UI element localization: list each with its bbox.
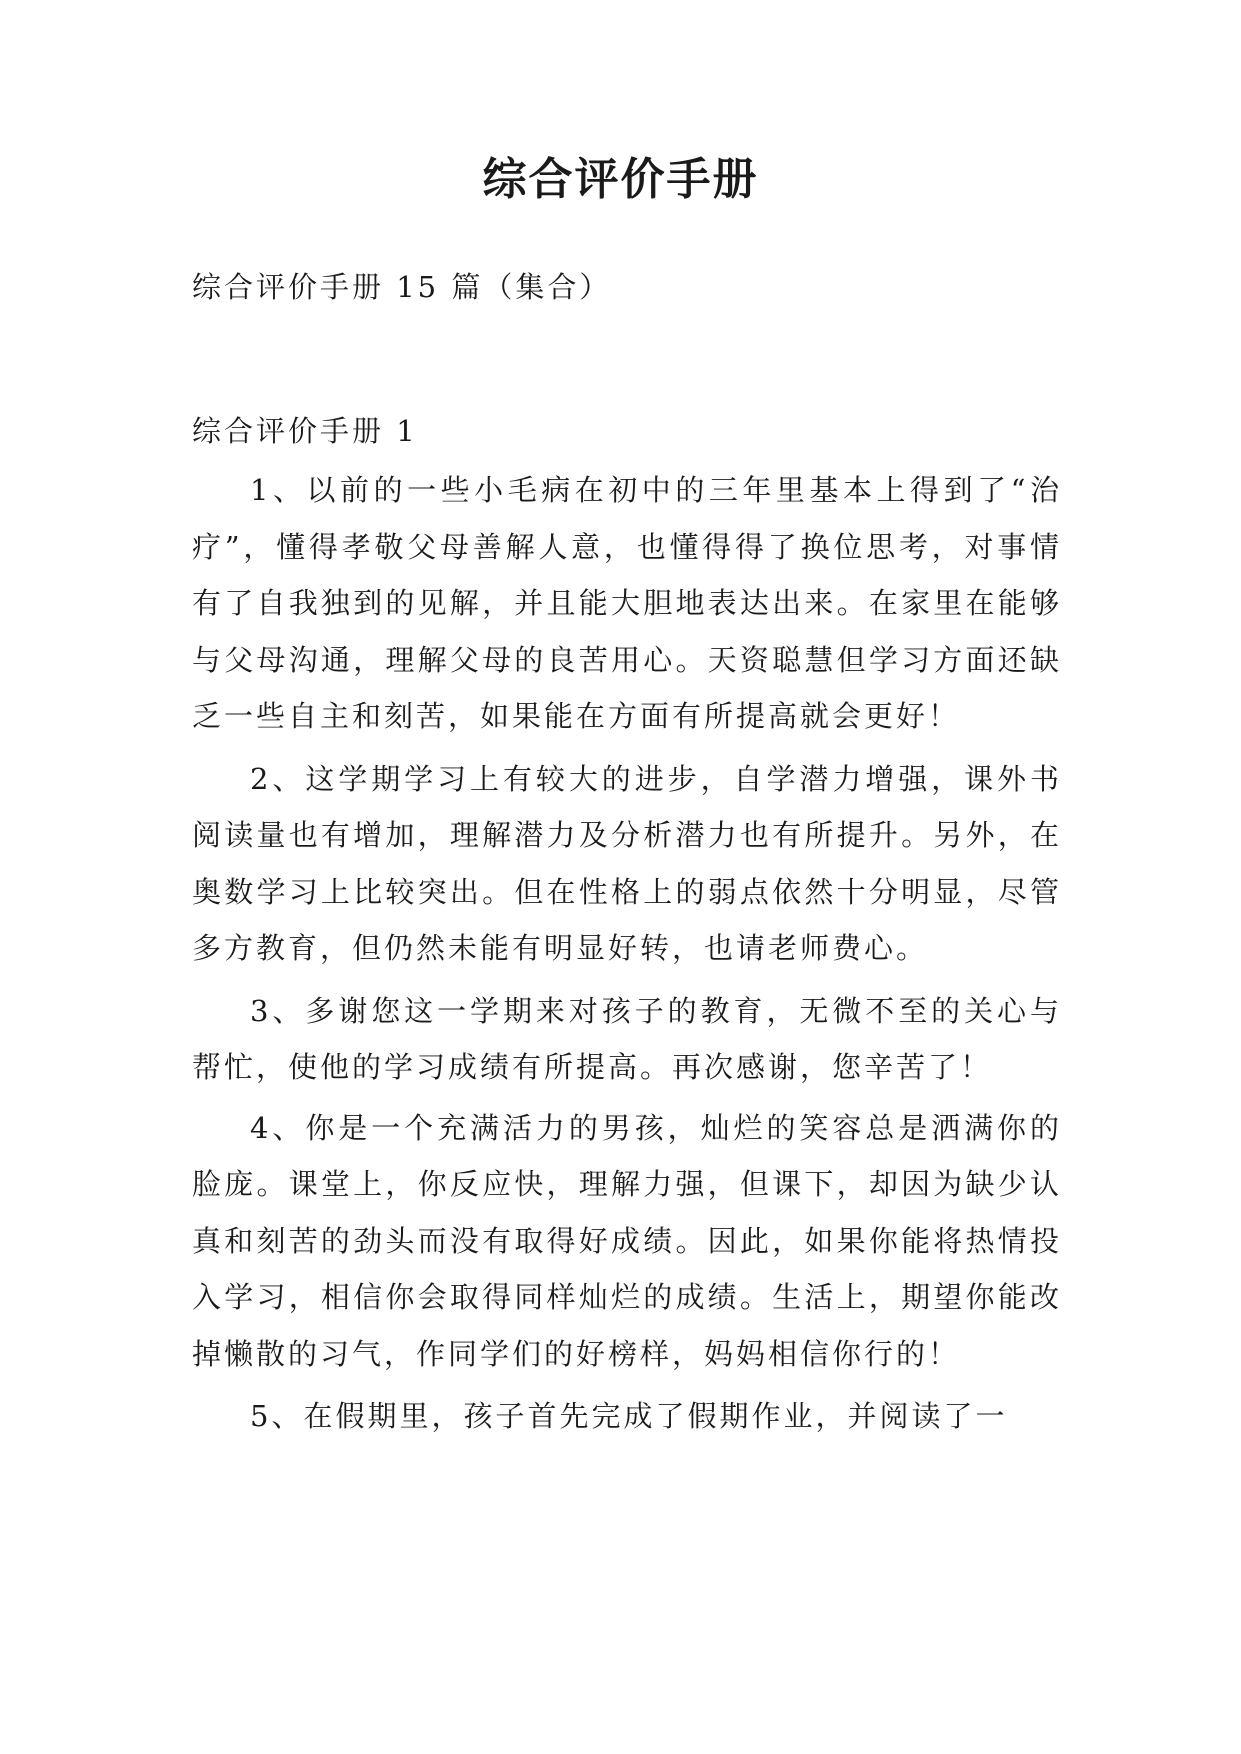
document-subtitle: 综合评价手册 15 篇（集合） <box>192 270 612 304</box>
paragraph: 4、你是一个充满活力的男孩，灿烂的笑容总是洒满你的脸庞。课堂上，你反应快，理解力强，但课下，却因为缺少认真和刻苦的劲头而没有取得好成绩。因此，如果你能将热情投入学习，相信你会取得同样灿烂的成绩。生活上，期望你能改掉懒散的习气，作同学们的好榜样，妈妈相信你行的！ <box>192 1110 1062 1371</box>
paragraph: 3、多谢您这一学期来对孩子的教育，无微不至的关心与帮忙，使他的学习成绩有所提高。再次感谢，您辛苦了！ <box>192 993 1062 1084</box>
paragraph: 5、在假期里，孩子首先完成了假期作业，并阅读了一 <box>250 1399 1008 1433</box>
document-title: 综合评价手册 <box>482 154 759 205</box>
section-heading: 综合评价手册 1 <box>192 414 418 448</box>
paragraph: 2、这学期学习上有较大的进步，自学潜力增强，课外书阅读量也有增加，理解潜力及分析潜力也有所提升。另外，在奥数学习上比较突出。但在性格上的弱点依然十分明显，尽管多方教育，但仍然未能有明显好转，也请老师费心。 <box>192 761 1062 965</box>
section-content <box>192 462 1062 1445</box>
paragraph: 1、以前的一些小毛病在初中的三年里基本上得到了“治疗”，懂得孝敬父母善解人意，也懂得得了换位思考，对事情有了自我独到的见解，并且能大胆地表达出来。在家里在能够与父母沟通，理解父母的良苦用心。天资聪慧但学习方面还缺乏一些自主和刻苦，如果能在方面有所提高就会更好！ <box>192 473 1062 733</box>
